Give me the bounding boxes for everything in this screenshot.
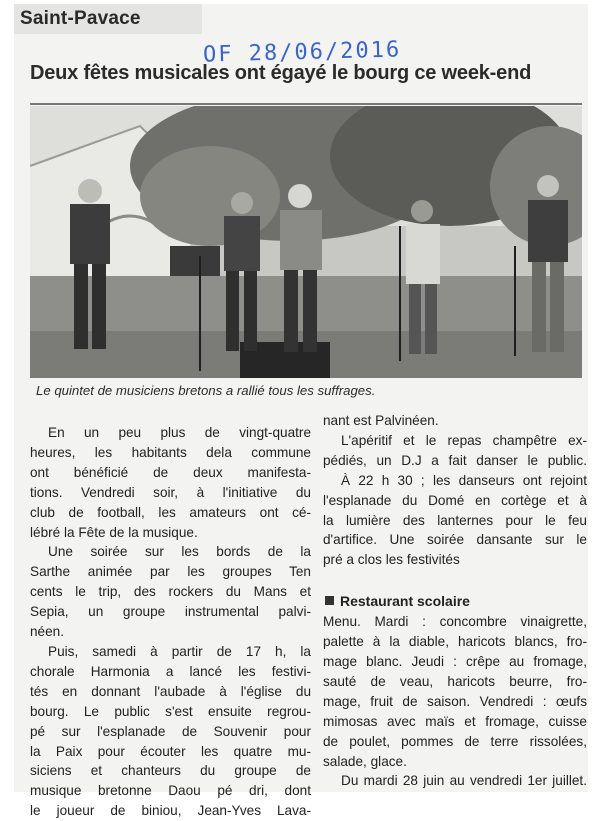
text-line: chorale Harmonia a lancé les festivi- bbox=[30, 663, 311, 679]
bullet-square-icon bbox=[325, 596, 334, 605]
text-line: musique bretonne Daou pé dri, dont bbox=[30, 783, 311, 799]
text-line: mimosas avec maïs et fromage, cuisse bbox=[323, 713, 587, 729]
text-line: nant est Palvinéen. bbox=[323, 413, 439, 428]
photo-caption: Le quintet de musiciens bretons a rallié tous les suffrages. bbox=[36, 383, 376, 398]
text-line: Menu. Mardi : concombre vinaigrette, bbox=[323, 614, 587, 630]
text-line: palette à la diable, haricots blancs, fro- bbox=[323, 634, 587, 650]
text-line: L'apéritif et le repas champêtre ex- bbox=[341, 432, 587, 448]
text-line: Une soirée sur les bords de la bbox=[48, 544, 311, 560]
article-column-2 bbox=[323, 411, 587, 791]
text-line: de poulet, pommes de terre rissolées, bbox=[323, 733, 587, 749]
text-line: heures, les habitants dela commune bbox=[30, 444, 311, 460]
text-line: le joueur de biniou, Jean-Yves Lava- bbox=[30, 803, 311, 819]
article-photo bbox=[30, 106, 582, 378]
text-line: À 22 h 30 ; les danseurs ont rejoint bbox=[341, 472, 587, 488]
text-line: tés en donnant l'aubade à l'église du bbox=[30, 683, 311, 699]
headline-rule bbox=[30, 103, 582, 105]
headline: Deux fêtes musicales ont égayé le bourg ce week-end bbox=[30, 62, 532, 84]
text-line: ont bénéficié de deux manifesta- bbox=[30, 464, 311, 480]
text-line: pé sur l'esplanade de Souvenir pour bbox=[30, 723, 311, 739]
text-line: néen. bbox=[30, 624, 65, 640]
text-line: club de football, les amateurs ont cé- bbox=[30, 504, 311, 520]
text-line: salade, glace. bbox=[323, 753, 407, 769]
text-line: Sepia, un groupe instrumental palvi- bbox=[30, 604, 311, 620]
text-line: bourg. Le public s'est ensuite regrou- bbox=[30, 703, 311, 719]
text-line: d'artifice. Une soirée dansante sur le bbox=[323, 532, 587, 548]
text-line: cents le trip, des rockers du Mans et bbox=[30, 584, 311, 600]
text-line: lébré la Fête de la musique. bbox=[30, 524, 198, 540]
photo-illustration bbox=[30, 106, 582, 378]
text-line: tions. Vendredi soir, à l'initiative du bbox=[30, 484, 311, 500]
text-line: la Paix pour écouter les quatre mu- bbox=[30, 743, 311, 759]
handwritten-date-note: OF 28/06/2016 bbox=[202, 37, 402, 68]
article-column-1 bbox=[30, 423, 311, 821]
subhead-text: Restaurant scolaire bbox=[340, 593, 470, 610]
text-line: Du mardi 28 juin au vendredi 1er juillet. bbox=[341, 773, 587, 789]
text-line: Puis, samedi à partir de 17 h, la bbox=[48, 643, 311, 659]
text-line: siciens et chanteurs du groupe de bbox=[30, 763, 311, 779]
section-title: Saint-Pavace bbox=[20, 8, 141, 29]
text-line: sauté de veau, haricots beurre, fro- bbox=[323, 673, 587, 689]
text-line: mage, fruit de saison. Vendredi : œufs bbox=[323, 693, 587, 709]
text-line: mage blanc. Jeudi : crêpe au fromage, bbox=[323, 653, 587, 669]
text-line: pré a clos les festivités bbox=[323, 552, 460, 568]
text-line: la lumière des lanternes pour le feu bbox=[323, 512, 587, 528]
text-line: l'esplanade du Domé en cortège et à bbox=[323, 492, 587, 508]
text-line: pédiés, un D.J a fait danser le public. bbox=[323, 452, 587, 468]
text-line: En un peu plus de vingt-quatre bbox=[48, 425, 311, 440]
subhead-restaurant-scolaire bbox=[323, 592, 587, 612]
text-line: Sarthe animée par les groupes Ten bbox=[30, 564, 311, 580]
